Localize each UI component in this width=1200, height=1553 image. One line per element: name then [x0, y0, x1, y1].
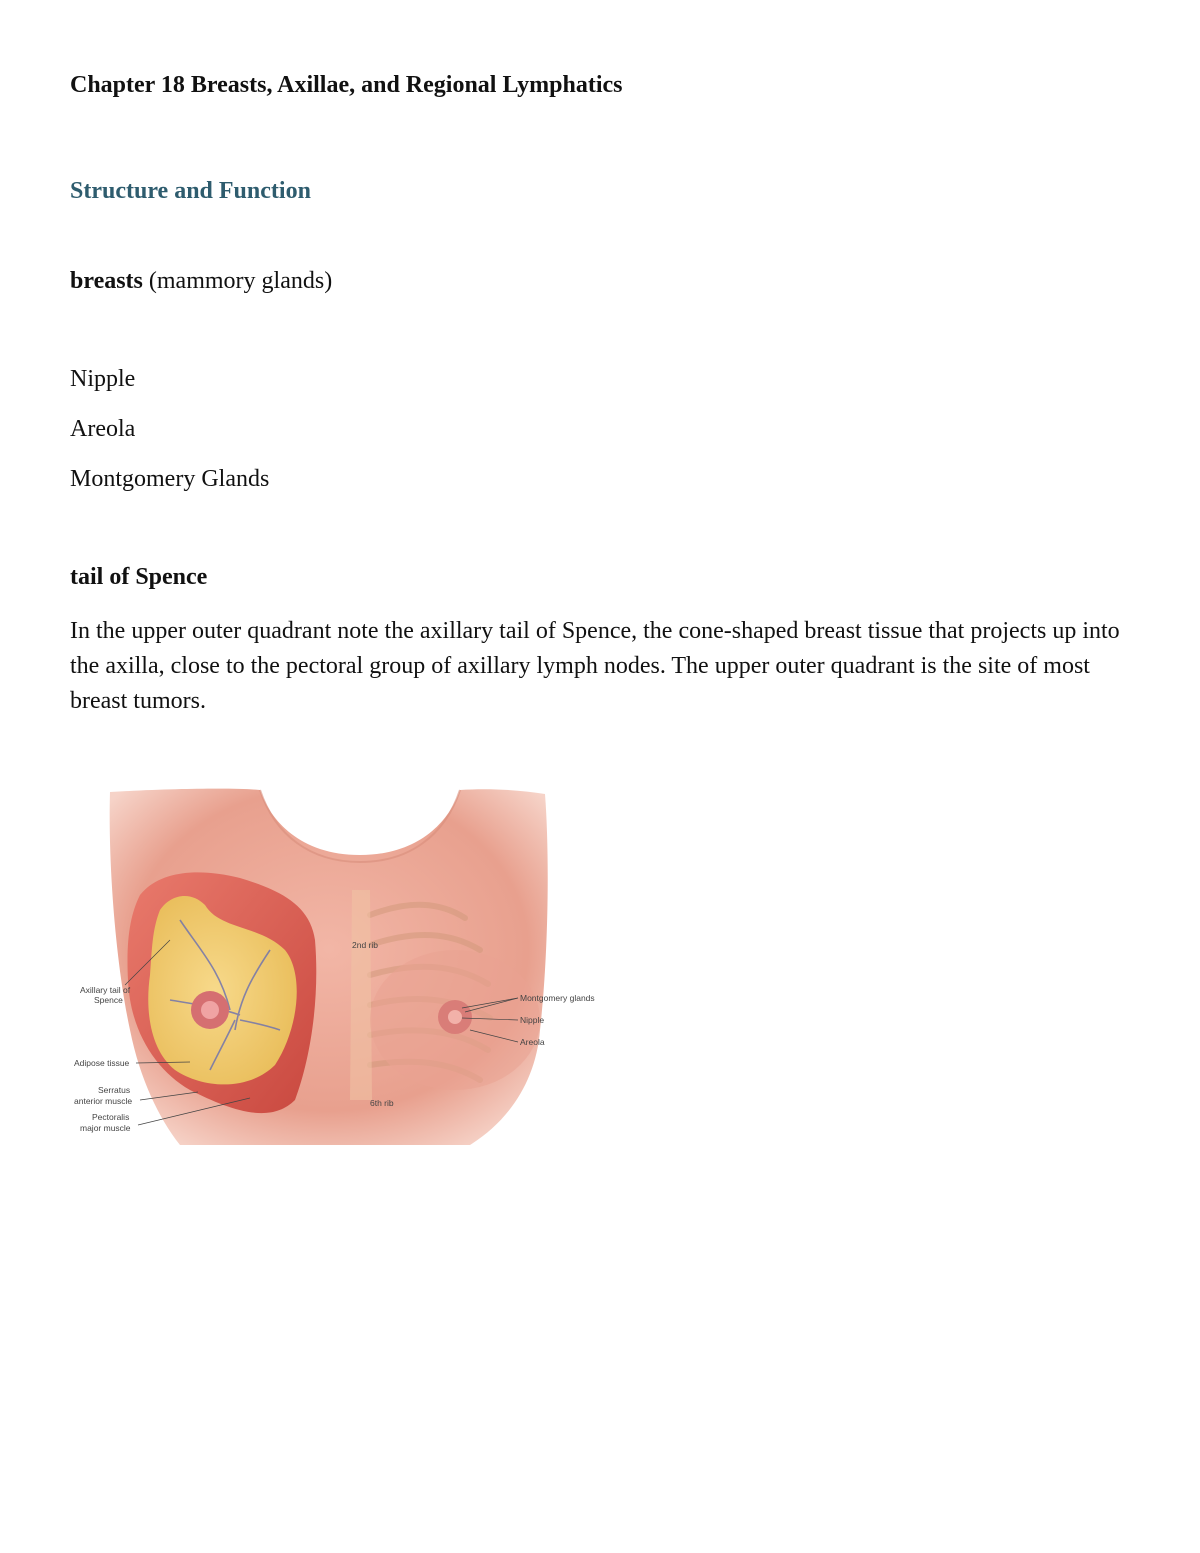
label-axillary-tail-line2: Spence — [94, 995, 123, 1005]
tail-of-spence-paragraph: In the upper outer quadrant note the axillary tail of Spence, the cone-shaped breast tissue that projects up into the axilla, close to the pectoral group of axillary lymph nodes. The upper outer quadrant is the site of most breast tumors. — [70, 618, 1120, 714]
part-nipple: Nipple — [70, 366, 136, 392]
dissected-nipple — [201, 1001, 219, 1019]
part-areola: Areola — [70, 416, 136, 442]
label-nipple: Nipple — [520, 1015, 545, 1025]
tail-of-spence-heading: tail of Spence — [70, 564, 208, 590]
label-6th-rib: 6th rib — [370, 1098, 394, 1108]
label-adipose-tissue: Adipose tissue — [74, 1058, 130, 1068]
label-serratus-line1: Serratus — [98, 1085, 131, 1095]
part-montgomery-glands: Montgomery Glands — [70, 466, 270, 492]
breasts-term: breasts — [70, 268, 143, 294]
label-pectoralis-line1: Pectoralis — [92, 1112, 130, 1122]
label-montgomery-glands: Montgomery glands — [520, 993, 595, 1003]
breasts-gloss: (mammory glands) — [148, 268, 333, 294]
label-areola: Areola — [520, 1037, 545, 1047]
breast-anatomy-illustration — [70, 780, 610, 1150]
nipple-shape — [448, 1010, 462, 1024]
label-serratus-line2: anterior muscle — [74, 1096, 133, 1106]
label-axillary-tail-line1: Axillary tail of — [80, 985, 131, 995]
chapter-title: Chapter 18 Breasts, Axillae, and Regional Lymphatics — [70, 72, 623, 98]
breasts-term-line — [70, 268, 332, 295]
label-2nd-rib: 2nd rib — [352, 940, 378, 950]
section-heading: Structure and Function — [70, 178, 311, 204]
sternum — [350, 890, 372, 1100]
label-pectoralis-line2: major muscle — [80, 1123, 131, 1133]
